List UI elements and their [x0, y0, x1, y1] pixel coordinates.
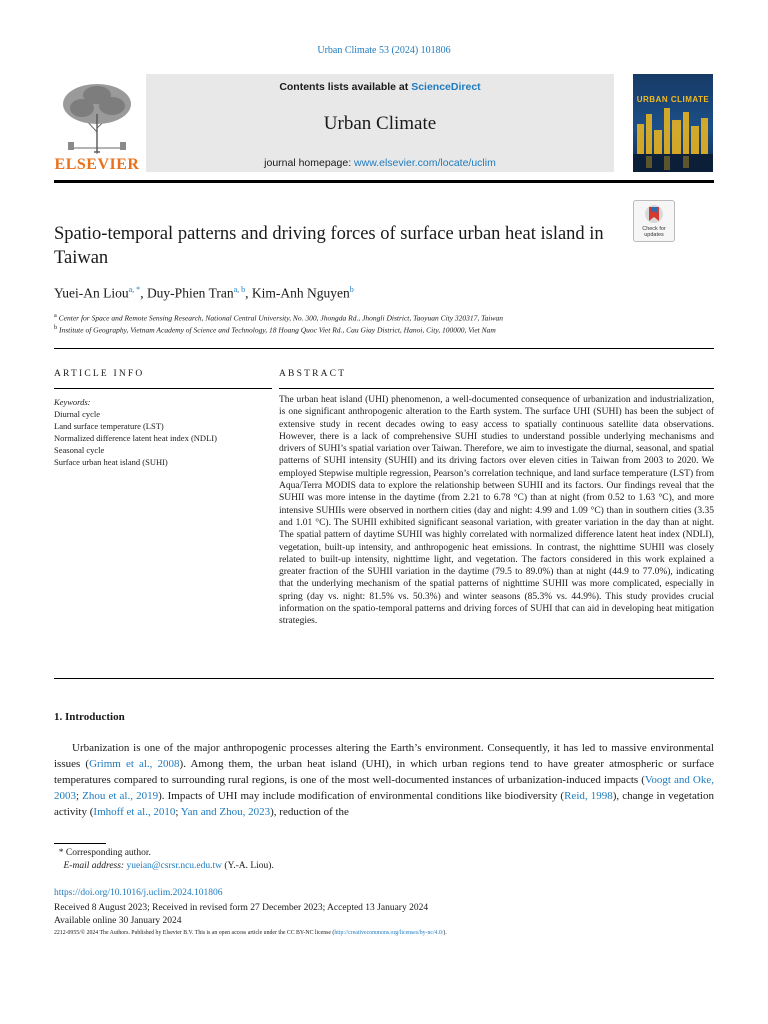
abstract-text: The urban heat island (UHI) phenomenon, a well-documented consequence of urbanization and industrialization, is one significant anthropogenic alteration to the Earth system. The surface UHI (SUHI) has been the subject of extensive study in recent decades owing to easy access to spatially continuous satellite data observations. However, there is a lack of comprehensive SUHI studies to understand possible underlying mechanisms and drivers of SUHI’s spatial variation over Taiwan. Therefore, we aim to investigate the diurnal, seasonal, and spatial patterns of SUHI intensity (SUHII) and its driving factors over eleven cities in Taiwan from 2003 to 2020. We employed Stepwise multiple regression, Pearson’s correlation technique, and land surface temperature (LST) from Aqua/Terra MODIS data to explore the relationship between SUHII and its factors. Our findings reveal that the SUHII was more intense in the daytime (from 2.21 to 6.78 °C) than at night (from 0.52 to 1.63 °C), and more intensive SUHIIs were observed in northern cities (day and night: 4.99 and 1.09 °C) than in southern cities (3.35 and 1.01 °C). The SUHII exhibited significant seasonal variation, with greater variation in the day than at night. The spatial pattern of daytime SUHII was highly correlated with normalized difference latent heat index (NDLI), vegetation, built-up intensity, and anthropogenic heat emissions. In contrast, the nighttime SUHII was closely related to built-up intensity, nighttime light, and vegetation. The factors considered in this work explained a greater fraction of the SUHII variation in the daytime (79.5 to 89.0%) than at night (44.9 to 77.0%), indicating that the underlying mechanism of the spatial patterns of nighttime SUHII was more complicated, especially in spring (day vs. night: 81.5% vs. 50.3%) and winter seasons (85.3% vs. 44.9%). This study provides crucial information on the spatio-temporal patterns and driving forces of SUHI that can aid in developing heat mitigation strategies. — [279, 395, 714, 627]
citation-link[interactable]: Yan and Zhou, 2023 — [180, 806, 271, 818]
affiliation-text: Institute of Geography, Vietnam Academy of Science and Technology, 18 Hoang Quoc Viet Rd., Cau Giay District, Hanoi, City, 100000, Viet Nam — [59, 325, 496, 335]
author-name[interactable]: Kim-Anh Nguyen — [251, 285, 350, 301]
keyword-item: Surface urban heat island (SUHI) — [54, 457, 168, 467]
header-divider — [54, 180, 714, 183]
email-label: E-mail address: — [63, 861, 125, 871]
intro-text-segment: ), reduction of the — [270, 806, 349, 818]
affiliation — [54, 312, 714, 323]
article-title: Spatio-temporal patterns and driving forces of surface urban heat island in Taiwan — [54, 224, 604, 268]
keyword-item: Normalized difference latent heat index (NDLI) — [54, 433, 217, 443]
corresponding-author-note — [54, 847, 714, 860]
keywords-list — [54, 396, 272, 468]
author-name[interactable]: Duy-Phien Tran — [146, 285, 234, 301]
citation-link[interactable]: Imhoff et al., 2010 — [93, 806, 176, 818]
author-name[interactable]: Yuei-An Liou — [54, 285, 129, 301]
intro-text-segment: ; — [175, 806, 181, 818]
citation-link[interactable]: Voogt and Oke, 2003 — [54, 774, 715, 802]
homepage-link[interactable]: www.elsevier.com/locate/uclim — [354, 157, 496, 169]
footnote — [54, 847, 714, 873]
cover-title: URBAN CLIMATE — [636, 95, 710, 104]
elsevier-wordmark: ELSEVIER — [54, 156, 140, 173]
affiliation-marker: a — [54, 312, 57, 319]
affiliation-text: Center for Space and Remote Sensing Research, National Central University, No. 300, Jhongda Rd., Jhongli District, Taoyuan City 320317, Taiwan — [58, 313, 504, 323]
journal-reference[interactable]: Urban Climate 53 (2024) 101806 — [317, 45, 451, 56]
bookmark-icon — [634, 201, 674, 227]
license-link[interactable]: http://creativecommons.org/licenses/by-nc/4.0/ — [334, 930, 444, 936]
email-suffix: (Y.-A. Liou). — [222, 861, 274, 871]
sciencedirect-link[interactable]: ScienceDirect — [411, 81, 481, 93]
author-separator: , — [140, 285, 147, 301]
journal-title: Urban Climate — [323, 113, 437, 134]
citation-link[interactable]: Grimm et al., 2008 — [89, 758, 180, 770]
affiliation — [54, 324, 714, 335]
check-for-updates-badge[interactable] — [633, 200, 675, 242]
article-dates — [54, 902, 714, 928]
license-suffix: ). — [443, 930, 447, 936]
email-line — [54, 860, 714, 873]
license-statement — [54, 930, 714, 936]
footnote-text: Corresponding author. — [65, 848, 151, 858]
contents-prefix: Contents lists available at — [279, 81, 412, 93]
article-info-divider — [54, 388, 272, 389]
author-affiliation-marker[interactable]: a, b — [233, 285, 246, 294]
contents-line — [146, 81, 614, 93]
abstract-heading: ABSTRACT — [279, 369, 347, 379]
license-prefix: 2212-0955/© 2024 The Authors. Published by Elsevier B.V. This is an open access article under the CC BY-NC license ( — [54, 930, 335, 936]
intro-text-segment: ). Impacts of UHI may include modification of environmental conditions like biodiversity ( — [158, 790, 565, 802]
author-separator: , — [245, 285, 252, 301]
intro-text-segment: Urbanization is one of the major anthropogenic processes altering the Earth’s environment. Consequently, it has led to massive environmental issues ( — [54, 742, 714, 770]
keyword-item: Land surface temperature (LST) — [54, 421, 164, 431]
affiliation-marker: b — [54, 324, 58, 331]
journal-homepage — [146, 157, 614, 169]
author-affiliation-marker[interactable]: a, * — [128, 285, 141, 294]
email-link[interactable]: yueian@csrsr.ncu.edu.tw — [126, 861, 223, 871]
introduction-paragraph — [54, 740, 714, 820]
available-online-date: Available online 30 January 2024 — [54, 916, 182, 926]
citation-link[interactable]: Zhou et al., 2019 — [82, 790, 159, 802]
section-divider — [54, 678, 714, 679]
section-divider — [54, 348, 714, 349]
keyword-item: Diurnal cycle — [54, 409, 101, 419]
received-dates: Received 8 August 2023; Received in revised form 27 December 2023; Accepted 13 January 2024 — [54, 903, 429, 913]
intro-text-segment: ), change in vegetation activity ( — [54, 790, 714, 818]
intro-text-segment: ; — [76, 790, 83, 802]
keyword-item: Seasonal cycle — [54, 445, 105, 455]
footnote-marker: * — [58, 848, 64, 858]
doi-link[interactable]: https://doi.org/10.1016/j.uclim.2024.101806 — [54, 888, 223, 898]
introduction-heading: 1. Introduction — [54, 711, 125, 723]
article-info-heading: ARTICLE INFO — [54, 369, 145, 379]
check-for-updates-label: Check for updates — [642, 226, 666, 238]
keywords-label: Keywords: — [54, 397, 91, 407]
homepage-prefix: journal homepage: — [264, 157, 355, 169]
journal-cover-image[interactable] — [633, 74, 713, 172]
abstract-divider — [279, 388, 714, 389]
author-list — [54, 285, 654, 302]
author-affiliation-marker[interactable]: b — [349, 285, 354, 294]
intro-text-segment: ). Among them, the urban heat island (UHI), in which urban regions tend to have greater atmospheric or surface temperatures compared to surrounding rural regions, is one of the most well-documented instances of urbanization-induced impacts ( — [54, 758, 714, 786]
footnote-divider — [54, 843, 106, 844]
citation-link[interactable]: Reid, 1998 — [564, 790, 613, 802]
